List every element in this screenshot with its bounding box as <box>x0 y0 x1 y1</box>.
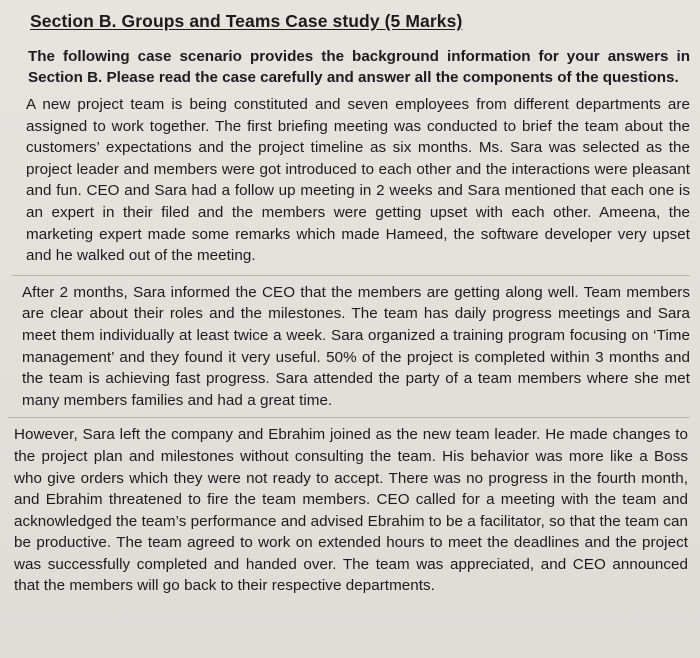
case-paragraph-3: However, Sara left the company and Ebrahim joined as the new team leader. He made changes to the project plan and milestones without consulting the team. His behavior was more like a Boss who give orders which they were not ready to accept. There was no progress in the fourth month, and Ebrahim threatened to fire the team members. CEO called for a meeting with the team and acknowledged the team’s performance and advised Ebrahim to be a facilitator, so that the team can be productive. The team agreed to work on extended hours to meet the deadlines and the project was successfully completed and handed over. The team was appreciated, and CEO announced that the members will go back to their respective departments. <box>14 426 688 595</box>
intro-instructions: The following case scenario provides the background information for your answers in Section B. Please read the case carefully and answer all the components of the questions. <box>28 48 690 86</box>
paragraph-divider <box>8 417 690 418</box>
case-paragraph-2: After 2 months, Sara informed the CEO that the members are getting along well. Team members are clear about their roles and the milestones. The team has daily progress meetings and Sara meet them individually at least twice a week. Sara organized a training program focusing on ‘Time management’ and they found it very useful. 50% of the project is completed within 3 months and the team is achieving fast progress. Sara attended the party of a team members where she met many members families and had a great time. <box>22 283 690 409</box>
paragraph-divider <box>12 275 690 276</box>
section-title: Section B. Groups and Teams Case study (5 Marks) <box>30 11 463 31</box>
case-paragraph-1: A new project team is being constituted and seven employees from different departments are assigned to work together. The first briefing meeting was conducted to brief the team about the customers’ expectations and the project timeline as six months. Ms. Sara was selected as the project leader and members were got introduced to each other and the interactions were pleasant and fun. CEO and Sara had a follow up meeting in 2 weeks and Sara mentioned that each one is an expert in their filed and the members were getting upset with each other. Ameena, the marketing expert made some remarks which made Hameed, the software developer very upset and he walked out of the meeting. <box>26 96 690 265</box>
